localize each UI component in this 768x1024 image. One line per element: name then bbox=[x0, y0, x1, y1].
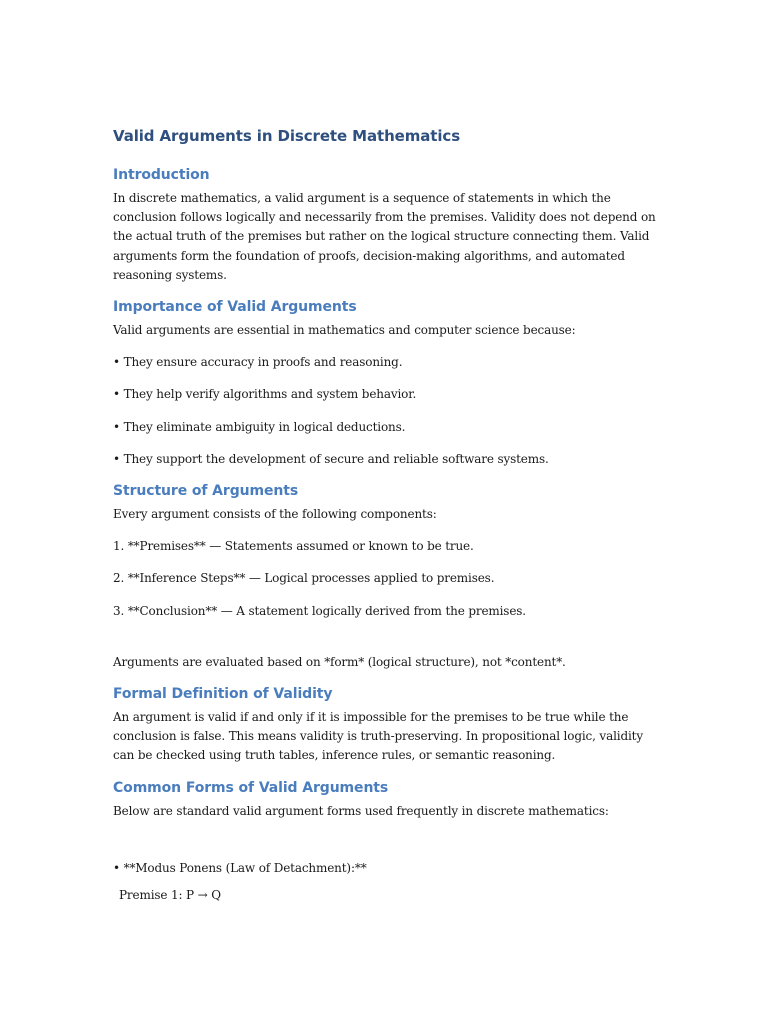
importance-item-1: • They ensure accuracy in proofs and reasoning. bbox=[113, 355, 403, 370]
common-forms-item-modus-ponens: • **Modus Ponens (Law of Detachment):** bbox=[113, 860, 367, 875]
structure-item-1: 1. **Premises** — Statements assumed or known to be true. bbox=[113, 539, 474, 554]
common-forms-lead: Below are standard valid argument forms used frequently in discrete mathematics: bbox=[113, 803, 609, 818]
heading-introduction: Introduction bbox=[113, 167, 210, 183]
modus-ponens-premise-1: Premise 1: P → Q bbox=[119, 888, 221, 903]
heading-importance: Importance of Valid Arguments bbox=[113, 299, 357, 316]
importance-item-4: • They support the development of secure and reliable software systems. bbox=[113, 451, 549, 466]
structure-lead: Every argument consists of the following components: bbox=[113, 507, 437, 522]
heading-structure: Structure of Arguments bbox=[113, 483, 299, 500]
importance-item-3: • They eliminate ambiguity in logical deductions. bbox=[113, 419, 406, 434]
heading-common-forms: Common Forms of Valid Arguments bbox=[113, 779, 389, 796]
introduction-paragraph: In discrete mathematics, a valid argument is a sequence of statements in which the conclusion follows logically and necessarily from the premises. Validity does not depend on the actual truth of the premises but rather on the logical structure connecting them. Valid arguments form the foundation of proofs, decision-making algorithms, and automated reasoning systems. bbox=[113, 191, 656, 282]
structure-item-3: 3. **Conclusion** — A statement logically derived from the premises. bbox=[113, 603, 526, 618]
heading-formal-definition: Formal Definition of Validity bbox=[113, 686, 333, 703]
importance-lead: Valid arguments are essential in mathematics and computer science because: bbox=[113, 323, 576, 338]
structure-item-2: 2. **Inference Steps** — Logical processes applied to premises. bbox=[113, 571, 495, 586]
document-page bbox=[113, 125, 658, 905]
structure-note: Arguments are evaluated based on *form* (logical structure), not *content*. bbox=[113, 654, 566, 669]
importance-item-2: • They help verify algorithms and system behavior. bbox=[113, 387, 417, 402]
document-title: Valid Arguments in Discrete Mathematics bbox=[113, 127, 461, 145]
formal-definition-paragraph: An argument is valid if and only if it is impossible for the premises to be true while the conclusion is false. This means validity is truth-preserving. In propositional logic, validity can be checked using truth tables, inference rules, or semantic reasoning. bbox=[113, 710, 643, 763]
